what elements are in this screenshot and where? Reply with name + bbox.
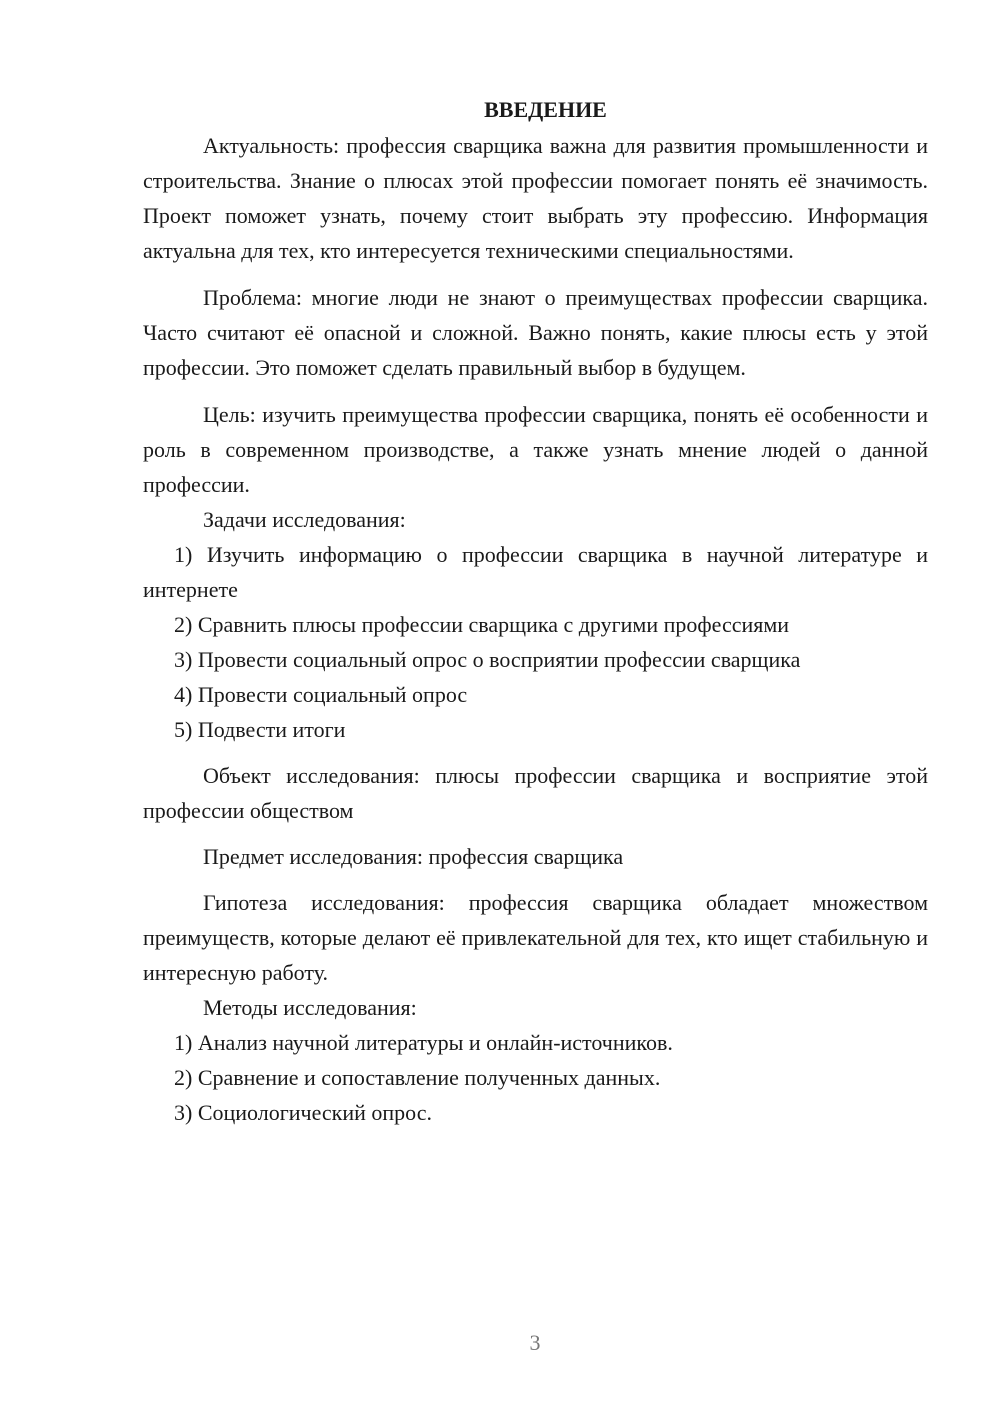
goal-paragraph: Цель: изучить преимущества профессии сварщика, понять её особенности и роль в современном производстве, а также узнать мнение людей о данной профессии. xyxy=(143,402,928,497)
subject-paragraph: Предмет исследования: профессия сварщика xyxy=(203,844,624,869)
relevance-paragraph: Актуальность: профессия сварщика важна для развития промышленности и строительства. Знание о плюсах этой профессии помогает понять её значимость. Проект поможет узнать, почему стоит выбрать эту профессию. Информация актуальна для тех, кто интересуется техническими специальностями. xyxy=(143,133,928,263)
task-item: 5) Подвести итоги xyxy=(174,717,346,742)
object-paragraph: Объект исследования: плюсы профессии сварщика и восприятие этой профессии обществом xyxy=(143,763,928,823)
task-item: 2) Сравнить плюсы профессии сварщика с другими профессиями xyxy=(174,612,790,637)
task-item: 1) Изучить информацию о профессии сварщика в научной литературе и интернете xyxy=(143,542,928,602)
tasks-label: Задачи исследования: xyxy=(203,507,406,532)
section-heading: ВВЕДЕНИЕ xyxy=(484,97,607,122)
method-item: 1) Анализ научной литературы и онлайн-источников. xyxy=(174,1030,673,1055)
method-item: 3) Социологический опрос. xyxy=(174,1100,432,1125)
task-item: 4) Провести социальный опрос xyxy=(174,682,468,707)
page-number: 3 xyxy=(529,1330,541,1355)
methods-label: Методы исследования: xyxy=(203,995,417,1020)
problem-paragraph: Проблема: многие люди не знают о преимуществах профессии сварщика. Часто считают её опасной и сложной. Важно понять, какие плюсы есть у этой профессии. Это поможет сделать правильный выбор в будущем. xyxy=(143,285,928,380)
hypothesis-paragraph: Гипотеза исследования: профессия сварщика обладает множеством преимуществ, которые делают её привлекательной для тех, кто ищет стабильную и интересную работу. xyxy=(143,890,928,985)
task-item: 3) Провести социальный опрос о восприятии профессии сварщика xyxy=(174,647,801,672)
method-item: 2) Сравнение и сопоставление полученных данных. xyxy=(174,1065,661,1090)
document-page xyxy=(143,92,928,1130)
